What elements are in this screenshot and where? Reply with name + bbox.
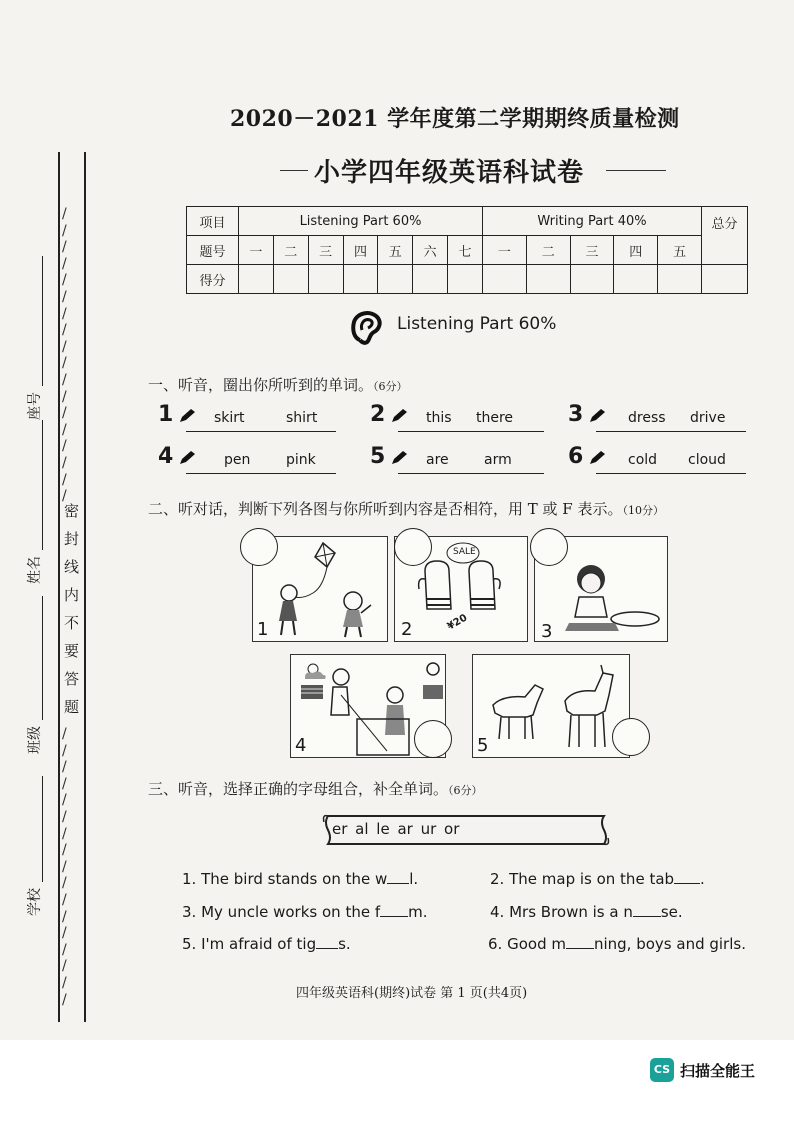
section1-heading: [148, 374, 408, 395]
word-item-2: [370, 402, 550, 434]
score-cell[interactable]: [570, 265, 614, 294]
item-number: 6: [568, 444, 584, 469]
word-option[interactable]: shirt: [286, 410, 318, 426]
word-option[interactable]: skirt: [214, 410, 245, 426]
total-score-cell[interactable]: [702, 265, 748, 294]
horses-icon: [473, 655, 629, 757]
word-option[interactable]: cold: [628, 452, 658, 468]
item-number: 3: [568, 402, 584, 427]
score-cell[interactable]: [308, 265, 343, 294]
answer-circle-1[interactable]: [240, 528, 278, 566]
score-cell[interactable]: [239, 265, 274, 294]
answer-line: [596, 473, 746, 474]
question-number: 1.: [182, 870, 197, 888]
question-prefix: Good m: [507, 935, 566, 953]
question-suffix: ning, boys and girls.: [593, 935, 746, 953]
section2-heading: [148, 498, 664, 519]
section3-points: （6分）: [448, 784, 483, 797]
answer-line: [186, 473, 336, 474]
section2-heading-text: 二、听对话，判断下列各图与你所听到内容是否相符，用 T 或 F 表示。: [148, 500, 623, 518]
score-cell[interactable]: [448, 265, 483, 294]
school-label: 学校: [27, 888, 43, 916]
item-number: 2: [370, 402, 386, 427]
seal-char-7: 答: [64, 670, 80, 688]
question-prefix: The bird stands on the w: [201, 870, 388, 888]
word-option[interactable]: pink: [286, 452, 316, 468]
answer-line: [596, 431, 746, 432]
picture-number: 2: [401, 619, 413, 640]
item-number: 4: [158, 444, 174, 469]
writing-num-5: 五: [658, 236, 702, 265]
answer-circle-5[interactable]: [612, 718, 650, 756]
section1-heading-text: 一、听音，圈出你所听到的单词。: [148, 376, 374, 394]
question-prefix: Mrs Brown is a n: [509, 903, 633, 921]
answer-line: [398, 431, 544, 432]
section3-heading-text: 三、听音，选择正确的字母组合，补全单词。: [148, 780, 449, 798]
question-suffix: .: [700, 870, 705, 888]
writing-num-4: 四: [614, 236, 658, 265]
word-option[interactable]: drive: [690, 410, 726, 426]
word-option[interactable]: pen: [224, 452, 251, 468]
fill-question-5: [182, 933, 351, 953]
listening-part-title: Listening Part 60%: [397, 314, 557, 334]
exam-title-line1: 2020－2021 学年度第二学期期终质量检测: [230, 106, 680, 132]
answer-blank[interactable]: [633, 901, 661, 917]
seat-line: [42, 256, 43, 386]
word-option[interactable]: there: [476, 410, 514, 426]
camscanner-logo: CS: [650, 1058, 674, 1082]
picture-number: 4: [295, 735, 307, 756]
listening-num-5: 五: [378, 236, 413, 265]
scan-bottom-area: [0, 1040, 794, 1124]
seal-char-1: 密: [64, 502, 80, 520]
name-line: [42, 420, 43, 550]
score-cell[interactable]: [658, 265, 702, 294]
word-item-6: [568, 444, 752, 476]
answer-circle-3[interactable]: [530, 528, 568, 566]
picture-number: 3: [541, 621, 553, 642]
fill-question-4: [490, 901, 683, 921]
score-cell[interactable]: [526, 265, 570, 294]
question-prefix: The map is on the tab: [509, 870, 675, 888]
question-number: 5.: [182, 935, 197, 953]
score-cell[interactable]: [614, 265, 658, 294]
answer-blank[interactable]: [316, 933, 338, 949]
fill-question-2: [490, 868, 705, 888]
question-number: 4.: [490, 903, 505, 921]
score-cell[interactable]: [413, 265, 448, 294]
word-option[interactable]: are: [426, 452, 449, 468]
answer-circle-2[interactable]: [394, 528, 432, 566]
letter-options: er al le ar ur or: [332, 820, 460, 838]
item-number: 1: [158, 402, 174, 427]
row-label-scores: 得分: [187, 265, 239, 294]
score-table: [186, 206, 748, 294]
question-suffix: se.: [660, 903, 683, 921]
pencil-icon: [390, 450, 408, 466]
class-line: [42, 596, 43, 720]
title-rule-left: [280, 170, 308, 171]
camscanner-name: 扫描全能王: [680, 1062, 756, 1080]
listening-num-6: 六: [413, 236, 448, 265]
score-cell[interactable]: [378, 265, 413, 294]
fill-question-6: [488, 933, 746, 953]
price-tag: ¥20: [445, 612, 470, 633]
picture-number: 5: [477, 735, 489, 756]
answer-blank[interactable]: [566, 933, 594, 949]
word-item-1: [158, 402, 338, 434]
pencil-icon: [588, 450, 606, 466]
score-row-numbers: [187, 236, 748, 265]
answer-blank[interactable]: [380, 901, 408, 917]
fill-question-1: [182, 868, 418, 888]
pencil-icon: [178, 450, 196, 466]
binding-line-left: [58, 152, 60, 1022]
row-label-numbers: 题号: [187, 236, 239, 265]
writing-header: Writing Part 40%: [483, 207, 702, 236]
section2-points: （10分）: [622, 504, 664, 517]
picture-number: 1: [257, 619, 269, 640]
score-cell[interactable]: [273, 265, 308, 294]
ear-icon: [348, 308, 388, 346]
word-option[interactable]: cloud: [688, 452, 726, 468]
word-option[interactable]: this: [426, 410, 452, 426]
section1-points: （6分）: [373, 380, 408, 393]
question-suffix: m.: [408, 903, 428, 921]
listening-num-7: 七: [448, 236, 483, 265]
score-cell[interactable]: [483, 265, 527, 294]
answer-blank[interactable]: [674, 868, 700, 884]
answer-blank[interactable]: [387, 868, 409, 884]
class-label: 班级: [27, 726, 43, 754]
pencil-icon: [588, 408, 606, 424]
question-suffix: s.: [338, 935, 351, 953]
page-footer: 四年级英语科(期终)试卷 第 1 页(共4页): [296, 986, 528, 1001]
question-number: 3.: [182, 903, 197, 921]
sale-tag: SALE: [453, 547, 476, 557]
seal-char-5: 不: [64, 614, 80, 632]
word-option[interactable]: arm: [484, 452, 512, 468]
word-item-3: [568, 402, 752, 434]
seal-char-8: 题: [64, 698, 80, 716]
listening-num-3: 三: [308, 236, 343, 265]
question-suffix: l.: [409, 870, 419, 888]
seal-char-4: 内: [64, 586, 80, 604]
total-label: 总分: [702, 207, 748, 265]
writing-num-1: 一: [483, 236, 527, 265]
question-prefix: I'm afraid of tig: [201, 935, 317, 953]
listening-num-4: 四: [343, 236, 378, 265]
picture-5: [472, 654, 630, 758]
seat-label: 座号: [27, 392, 43, 420]
score-cell[interactable]: [343, 265, 378, 294]
seal-char-2: 封: [64, 530, 80, 548]
row-label-items: 项目: [187, 207, 239, 236]
word-item-5: [370, 444, 550, 476]
score-row-items: [187, 207, 748, 236]
question-prefix: My uncle works on the f: [201, 903, 381, 921]
question-number: 2.: [490, 870, 505, 888]
listening-header: Listening Part 60%: [239, 207, 483, 236]
title-rule-right: [606, 170, 666, 171]
answer-line: [398, 473, 544, 474]
seal-char-3: 线: [64, 558, 80, 576]
name-label: 姓名: [27, 556, 43, 584]
answer-line: [186, 431, 336, 432]
item-number: 5: [370, 444, 386, 469]
school-line: [42, 776, 43, 882]
seal-char-6: 要: [64, 642, 80, 660]
writing-num-3: 三: [570, 236, 614, 265]
question-number: 6.: [488, 935, 503, 953]
binding-slashes-bottom: / / / / / / / / / / / / / / / / /: [62, 726, 67, 1008]
binding-slashes-top: / / / / / / / / / / / / / / / / / /: [62, 206, 67, 505]
writing-num-2: 二: [526, 236, 570, 265]
score-row-scores: [187, 265, 748, 294]
fill-question-3: [182, 901, 428, 921]
word-option[interactable]: dress: [628, 410, 666, 426]
binding-line-right: [84, 152, 86, 1022]
answer-circle-4[interactable]: [414, 720, 452, 758]
pencil-icon: [178, 408, 196, 424]
exam-title-line2: 小学四年级英语科试卷: [314, 158, 585, 188]
word-item-4: [158, 444, 338, 476]
section3-heading: [148, 778, 483, 799]
listening-num-1: 一: [239, 236, 274, 265]
pencil-icon: [390, 408, 408, 424]
listening-num-2: 二: [273, 236, 308, 265]
